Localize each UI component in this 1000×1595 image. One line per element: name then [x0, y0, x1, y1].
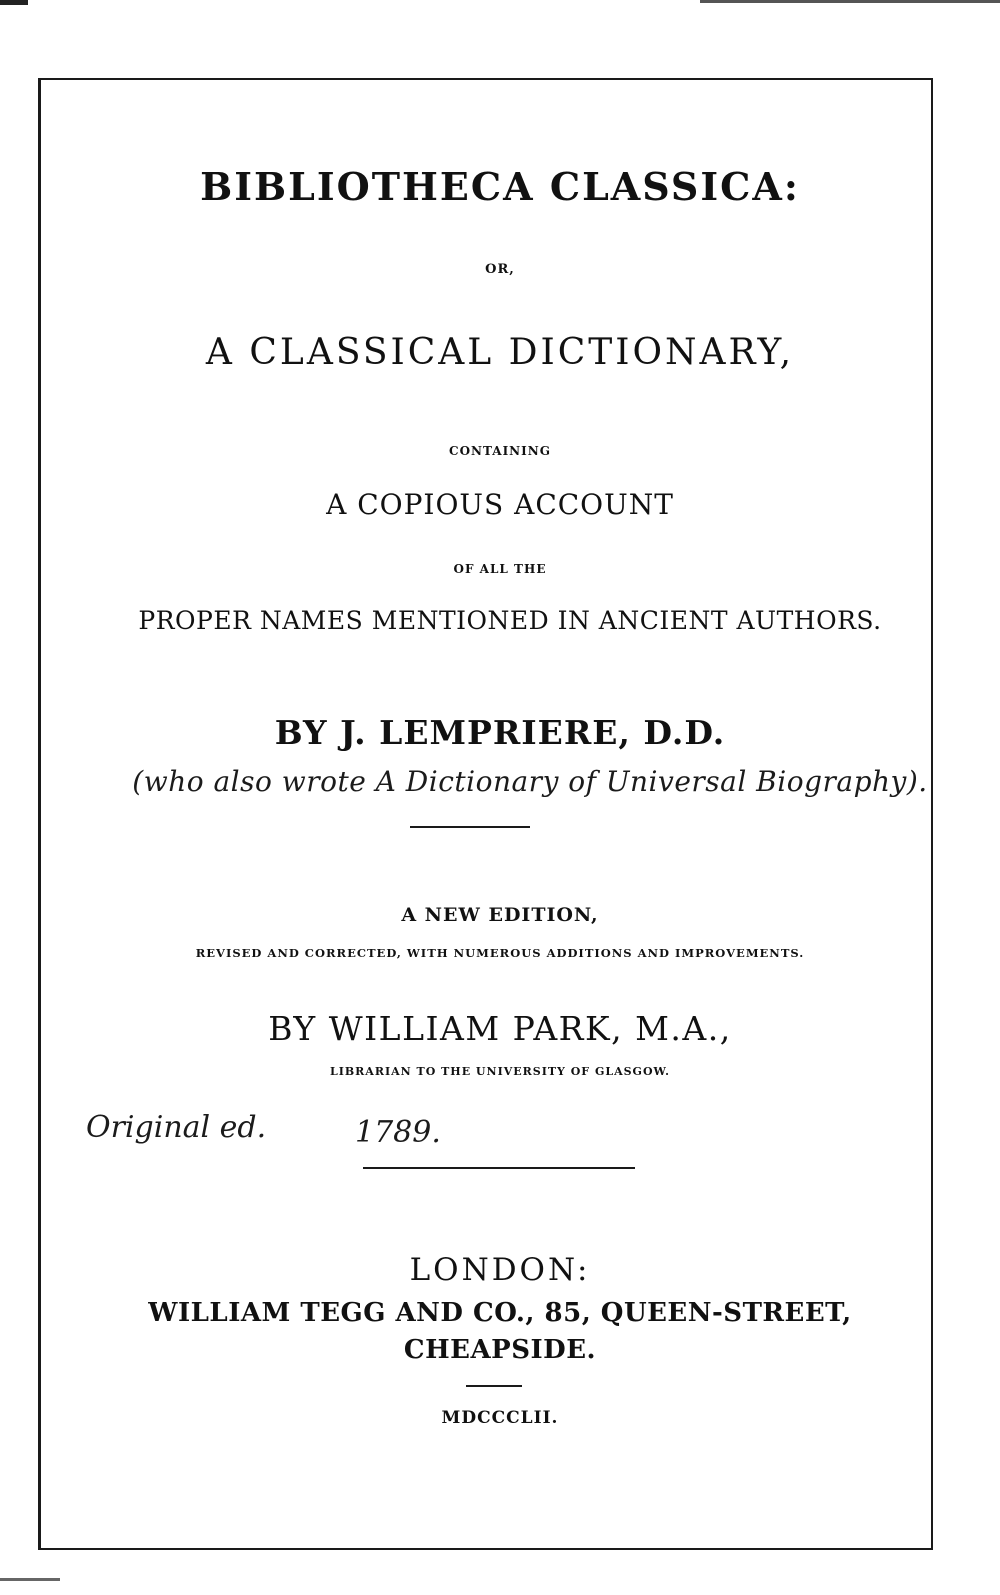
editor-line: BY WILLIAM PARK, M.A., — [268, 1009, 732, 1048]
short-rule-2 — [363, 1167, 635, 1169]
page-border — [38, 78, 933, 1550]
publication-date: MDCCCLII. — [441, 1408, 559, 1428]
city-line: LONDON: — [409, 1252, 591, 1288]
proper-names-line: PROPER NAMES MENTIONED IN ANCIENT AUTHORS. — [138, 606, 882, 635]
street-line: CHEAPSIDE. — [403, 1335, 597, 1365]
handwritten-year: 1789. — [355, 1115, 441, 1150]
author-line: BY J. LEMPRIERE, D.D. — [274, 713, 726, 752]
scan-artifact-top-right — [700, 0, 1000, 3]
publisher-line: WILLIAM TEGG AND CO., 85, QUEEN-STREET, — [148, 1298, 852, 1328]
short-rule-3 — [466, 1385, 522, 1387]
containing-label: CONTAINING — [449, 444, 551, 458]
handwritten-original-edition: Original ed. — [86, 1110, 267, 1145]
revised-line: REVISED AND CORRECTED, WITH NUMEROUS ADDITIONS AND IMPROVEMENTS. — [195, 946, 805, 960]
or-connector: OR, — [485, 262, 515, 277]
short-rule-1 — [410, 826, 530, 828]
scan-artifact-top-left — [0, 0, 28, 5]
edition-line: A NEW EDITION, — [401, 904, 599, 926]
copious-account: A COPIOUS ACCOUNT — [326, 488, 674, 521]
book-title: BIBLIOTHECA CLASSICA: — [200, 164, 800, 209]
handwritten-note: (who also wrote A Dictionary of Universal Biography). — [132, 765, 928, 798]
scan-artifact-bottom-left — [0, 1578, 60, 1581]
of-all-the-label: OF ALL THE — [453, 562, 547, 576]
book-subtitle: A CLASSICAL DICTIONARY, — [205, 332, 795, 373]
librarian-line: LIBRARIAN TO THE UNIVERSITY OF GLASGOW. — [329, 1065, 671, 1078]
